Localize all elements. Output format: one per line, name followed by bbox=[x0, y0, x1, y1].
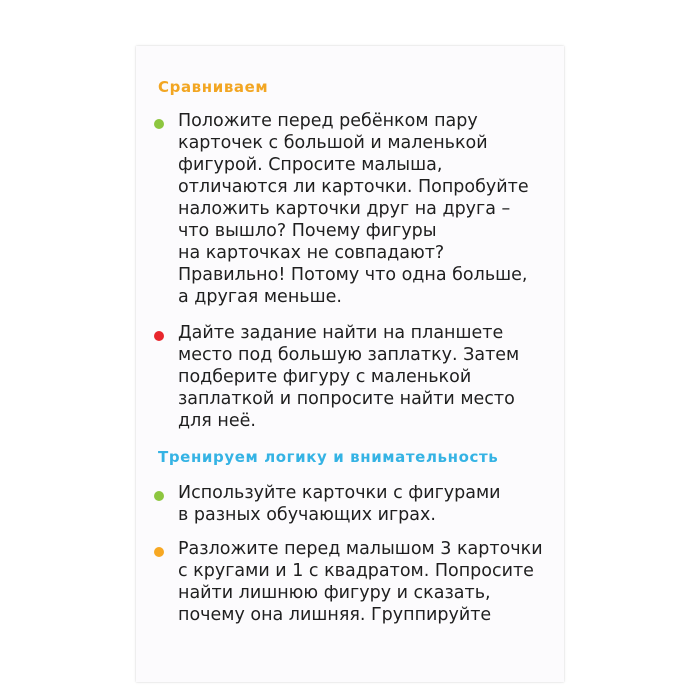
text-line: Положите перед ребёнком пару bbox=[178, 111, 478, 131]
text-line: место под большую заплатку. Затем bbox=[178, 345, 520, 365]
section-heading-logic: Тренируем логику и внимательность bbox=[158, 448, 499, 466]
text-line: в разных обучающих играх. bbox=[178, 505, 436, 525]
green-bullet-dot bbox=[154, 491, 164, 501]
text-line: на карточках не совпадают? bbox=[178, 243, 445, 263]
text-line: карточек с большой и маленькой bbox=[178, 133, 488, 153]
green-bullet-dot bbox=[154, 119, 164, 129]
text-line: наложить карточки друг на друга – bbox=[178, 199, 511, 219]
text-line: Используйте карточки с фигурами bbox=[178, 483, 501, 503]
text-line: Дайте задание найти на планшете bbox=[178, 323, 504, 343]
text-line: заплаткой и попросите найти место bbox=[178, 389, 515, 409]
section-heading-compare: Сравниваем bbox=[158, 78, 269, 96]
text-line: Правильно! Потому что одна больше, bbox=[178, 265, 528, 285]
text-line: найти лишнюю фигуру и сказать, bbox=[178, 583, 491, 603]
text-line: фигурой. Спросите малыша, bbox=[178, 155, 443, 175]
text-line: отличаются ли карточки. Попробуйте bbox=[178, 177, 529, 197]
text-line: а другая меньше. bbox=[178, 287, 342, 307]
text-line: Разложите перед малышом 3 карточки bbox=[178, 539, 543, 559]
text-line: почему она лишняя. Группируйте bbox=[178, 605, 492, 625]
text-line: подберите фигуру с маленькой bbox=[178, 367, 472, 387]
text-line: для неё. bbox=[178, 411, 256, 431]
instruction-card bbox=[136, 46, 564, 682]
text-line: с кругами и 1 с квадратом. Попросите bbox=[178, 561, 534, 581]
text-line: что вышло? Почему фигуры bbox=[178, 221, 437, 241]
red-bullet-dot bbox=[154, 331, 164, 341]
orange-bullet-dot bbox=[154, 547, 164, 557]
